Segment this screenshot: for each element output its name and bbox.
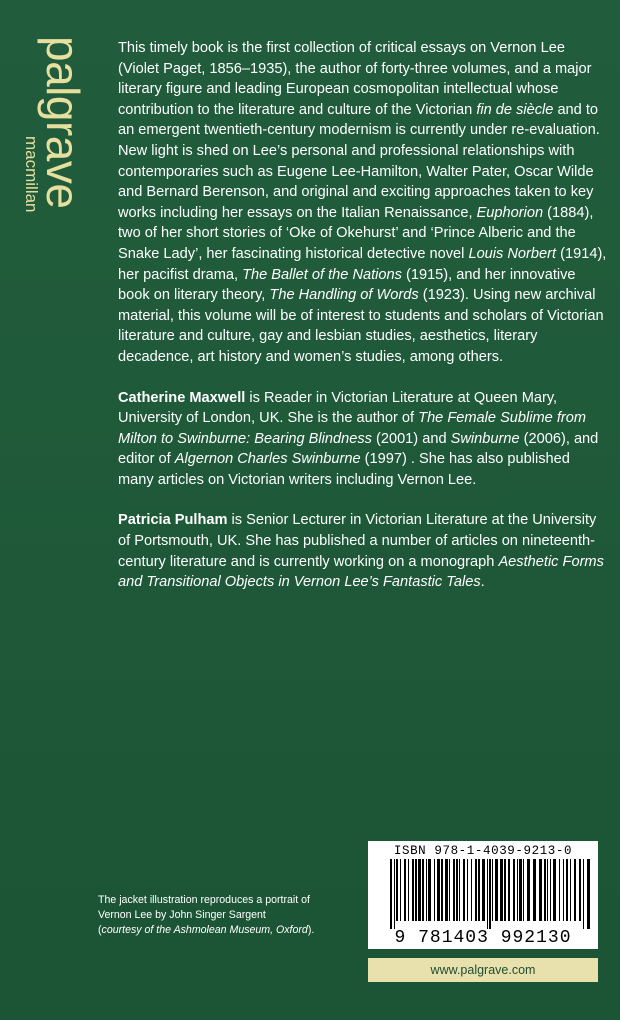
barcode-bar	[523, 859, 524, 921]
barcode-bar	[426, 859, 427, 921]
barcode-bar	[441, 859, 443, 921]
barcode-bar	[574, 859, 576, 921]
barcode-bars	[390, 859, 590, 929]
barcode-bar	[394, 859, 395, 929]
author-name: Catherine Maxwell	[118, 389, 246, 406]
jacket-caption: The jacket illustration reproduces a portrait of Vernon Lee by John Singer Sargent (courtesy of the Ashmolean Museum, Oxford).	[98, 894, 315, 936]
barcode-bar	[478, 859, 480, 921]
barcode-bar	[519, 859, 522, 921]
barcode-bar	[482, 859, 485, 921]
barcode-bar	[508, 859, 510, 921]
logo-brand: palgrave	[37, 36, 89, 209]
ean-number: 9 781403 992130	[394, 928, 572, 948]
barcode-bar	[459, 859, 460, 921]
barcode-bar	[517, 859, 518, 921]
barcode-bar	[456, 859, 458, 921]
logo-sub: macmillan	[22, 136, 41, 213]
blurb	[118, 38, 608, 613]
barcode-bar	[587, 859, 590, 929]
barcode-bar	[467, 859, 468, 921]
barcode-bar	[437, 859, 440, 921]
barcode-bar	[412, 859, 414, 921]
barcode-bar	[428, 859, 431, 921]
barcode-bar	[422, 859, 424, 921]
barcode-bar	[544, 859, 546, 921]
barcode-bar	[418, 859, 421, 921]
barcode-bar	[400, 859, 401, 921]
barcode-bar	[449, 859, 450, 921]
barcode-bar	[463, 859, 465, 921]
barcode-bar	[533, 859, 536, 921]
barcode-bar	[404, 859, 406, 921]
barcode-bar	[513, 859, 515, 921]
barcode-bar	[390, 859, 392, 929]
barcode-bar	[408, 859, 409, 921]
barcode-bar	[445, 859, 448, 921]
barcode-bar	[539, 859, 542, 921]
barcode-bar	[583, 859, 584, 929]
barcode-bar	[504, 859, 506, 921]
isbn-barcode	[368, 841, 598, 949]
author-name: Patricia Pulham	[118, 512, 228, 529]
barcode-bar	[489, 859, 491, 929]
barcode-bar	[547, 859, 548, 921]
barcode-bar	[527, 859, 530, 921]
barcode-bar	[579, 859, 581, 921]
website-link[interactable]: www.palgrave.com	[368, 958, 598, 982]
barcode-bar	[471, 859, 472, 921]
barcode-bar	[453, 859, 455, 921]
author-bio-maxwell: Catherine Maxwell is Reader in Victorian Literature at Queen Mary, University of London, UK. She is the author of The Female Sublime from Milton to Swinburne: Bearing Blindness (2001) and Swinburne (2006), and editor of Algernon Charles Swinburne (1997) . She has also published many articles on Victorian writers including Vernon Lee.	[118, 389, 599, 488]
barcode-bar	[553, 859, 556, 921]
barcode-bar	[492, 859, 493, 921]
barcode-bar	[475, 859, 477, 921]
barcode-bar	[495, 859, 498, 921]
barcode-bar	[434, 859, 435, 921]
barcode-bar	[415, 859, 417, 921]
barcode-bar	[550, 859, 551, 921]
barcode-bar	[487, 859, 488, 929]
isbn-text: ISBN 978-1-4039-9213-0	[393, 844, 573, 858]
barcode-bar	[559, 859, 560, 921]
barcode-bar	[566, 859, 568, 921]
barcode-bar	[396, 859, 398, 921]
barcode-bar	[570, 859, 571, 921]
barcode-bar	[500, 859, 503, 921]
book-description: This timely book is the first collection of critical essays on Vernon Lee (Violet Paget, 1856–1935), the author of forty-three volumes, and a major literary figure and leading European cosmopolitan intellectual whose contribution to the literature and culture of the Victorian fin de siècle and to an emergent twentieth-century modernism is currently under re-evaluation. New light is shed on Lee’s personal and professional relationships with contemporaries such as Eugene Lee-Hamilton, Walter Pater, Oscar Wilde and Bernard Berenson, and original and exciting approaches taken to key works including her essays on the Italian Renaissance, Euphorion (1884), two of her short stories of ‘Oke of Okehurst’ and ‘Prince Alberic and the Snake Lady’, her fascinating historical detective novel Louis Norbert (1914), her pacifist drama, The Ballet of the Nations (1915), and her innovative book on literary theory, The Handling of Words (1923). Using new archival material, this volume will be of interest to students and scholars of Victorian literature and culture, gay and lesbian studies, aesthetics, literary decadence, art history and women’s studies, among others.	[118, 40, 607, 365]
barcode-bar	[563, 859, 564, 921]
palgrave-macmillan-logo	[22, 36, 98, 246]
author-bio-pulham: Patricia Pulham is Senior Lecturer in Victorian Literature at the University of Portsmouth, UK. She has published a number of articles on nineteenth-century literature and is currently working on a monograph Aesthetic Forms and Transitional Objects in Vernon Lee’s Fantastic Tales.	[118, 512, 604, 591]
